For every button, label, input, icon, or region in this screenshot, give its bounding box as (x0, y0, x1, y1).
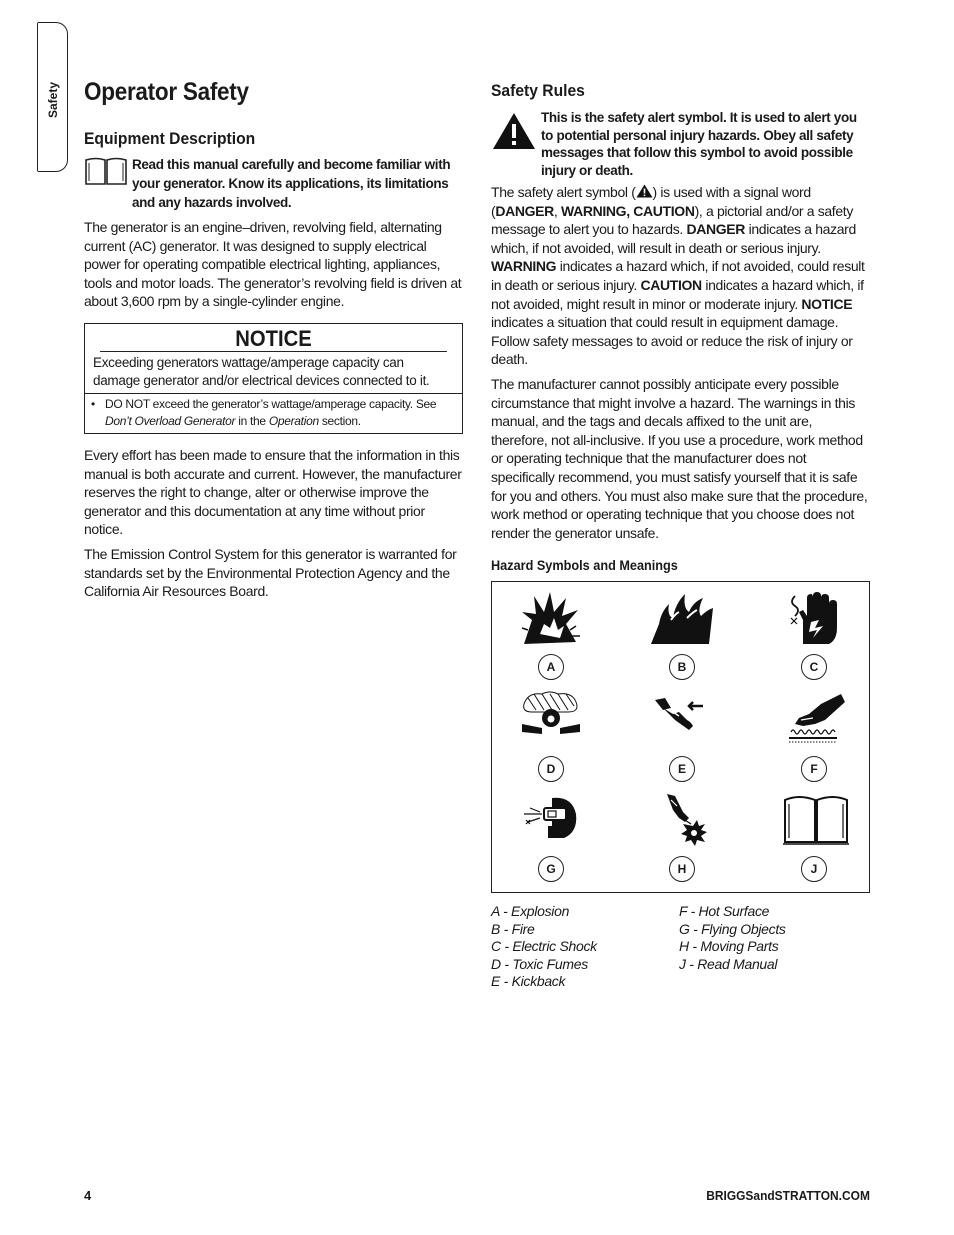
hazard-a-letter: A (538, 654, 564, 680)
legend-item: H - Moving Parts (679, 938, 779, 955)
right-column (491, 78, 871, 990)
notice-bullet-text: DO NOT exceed the generator’s wattage/amperage capacity. See (105, 396, 437, 411)
alert-note-block (491, 109, 871, 179)
notice-bullet-link: Don’t Overload Generator (105, 413, 236, 428)
hazard-b-letter: B (669, 654, 695, 680)
legend-item: A - Explosion (491, 903, 570, 920)
hazard-j-letter: J (801, 856, 827, 882)
manual-note-text: Read this manual carefully and become familiar with your generator. Know its applications, its limitations and any hazards involved. (132, 157, 451, 210)
hazard-legend (491, 903, 871, 990)
hazard-c-letter: C (801, 654, 827, 680)
footer-website: BRIGGSandSTRATTON.COM (706, 1188, 870, 1203)
electric-shock-icon (781, 590, 847, 646)
legend-item: D - Toxic Fumes (491, 955, 588, 972)
explosion-icon (518, 590, 584, 646)
hazard-e-letter: E (669, 756, 695, 782)
manual-note-block (84, 155, 462, 212)
left-column (84, 78, 462, 601)
legend-column-left (491, 903, 679, 990)
page-number: 4 (84, 1188, 92, 1203)
legend-item: E - Kickback (491, 972, 566, 989)
alert-note-text: This is the safety alert symbol. It is used to alert you to potential personal injury hazards. Obey all safety messages that follow this symbol to avoid possible injury or death. (541, 110, 857, 178)
moving-parts-icon (649, 792, 715, 848)
side-tab-label: Safety (46, 81, 60, 119)
page-title: Operator Safety (84, 78, 249, 106)
safety-alert-icon (491, 111, 537, 151)
fire-icon (649, 590, 715, 646)
legend-item: J - Read Manual (679, 955, 778, 972)
toxic-fumes-icon (518, 690, 584, 748)
hazard-heading: Hazard Symbols and Meanings (491, 558, 678, 574)
notice-bullet-end: section. (318, 413, 361, 428)
notice-text: Exceeding generators wattage/amperage capacity can damage generator and/or electrical devices connected to it. (85, 352, 462, 394)
hot-surface-icon (781, 690, 847, 748)
read-manual-icon (781, 792, 851, 848)
kickback-icon (649, 690, 715, 748)
flying-objects-icon (518, 792, 584, 848)
emission-paragraph: The Emission Control System for this generator is warranted for standards set by the Environmental Protection Agency and the California Air Resources Board. (84, 545, 457, 600)
hazard-f-letter: F (801, 756, 827, 782)
book-icon (84, 155, 128, 187)
legend-column-right (679, 903, 867, 990)
hazard-grid (491, 581, 870, 893)
safety-rules-heading: Safety Rules (491, 81, 585, 100)
legend-item: C - Electric Shock (491, 938, 597, 955)
hazard-d-letter: D (538, 756, 564, 782)
equipment-heading: Equipment Description (84, 129, 256, 148)
notice-bullet-section: Operation (268, 413, 319, 428)
legend-item: G - Flying Objects (679, 920, 786, 937)
hazard-g-letter: G (538, 856, 564, 882)
legend-item: F - Hot Surface (679, 903, 770, 920)
notice-title: NOTICE (100, 324, 447, 352)
safety-alert-inline-icon (636, 184, 653, 198)
accuracy-paragraph: Every effort has been made to ensure that the information in this manual is both accurate and current. However, the manufacturer reserves the right to change, alter or otherwise improve the generator and this documentation at any time without prior notice. (84, 446, 462, 538)
equipment-description: The generator is an engine–driven, revolving field, alternating current (AC) generator. It was designed to supply electrical power for operating compatible electrical lighting, appliances, tools and motor loads. The generator’s revolving field is driven at about 3,600 rpm by a single-cylinder engine. (84, 219, 462, 310)
notice-box (84, 323, 463, 434)
notice-bullet-mid: in the (235, 413, 269, 428)
hazard-h-letter: H (669, 856, 695, 882)
legend-item: B - Fire (491, 920, 535, 937)
signal-word-paragraph: The safety alert symbol ( ) is used with a signal word (DANGER, WARNING, CAUTION), a pictorial and/or a safety message to alert you to hazards. DANGER indicates a hazard which, if not avoided, will result in death or serious injury. WARNING indicates a hazard which, if not avoided, could result in death or serious injury. CAUTION indicates a hazard which, if not avoided, might result in minor or moderate injury. NOTICE indicates a situation that could result in equipment damage. Follow safety messages to avoid or reduce the risk of injury or death. (491, 184, 865, 368)
notice-bullet: • DO NOT exceed the generator’s wattage/amperage capacity. See Don’t Overload Generator in the Operation section. (91, 396, 437, 428)
manufacturer-paragraph: The manufacturer cannot possibly anticipate every possible circumstance that might involve a hazard. The warnings in this manual, and the tags and decals affixed to the unit are, therefore, not all-inclusive. If you use a procedure, work method or operating technique that the manufacturer does not specifically recommend, you must satisfy yourself that it is safe for you and others. You must also make sure that the procedure, work method or operating technique that you choose does not render the generator unsafe. (491, 375, 868, 541)
